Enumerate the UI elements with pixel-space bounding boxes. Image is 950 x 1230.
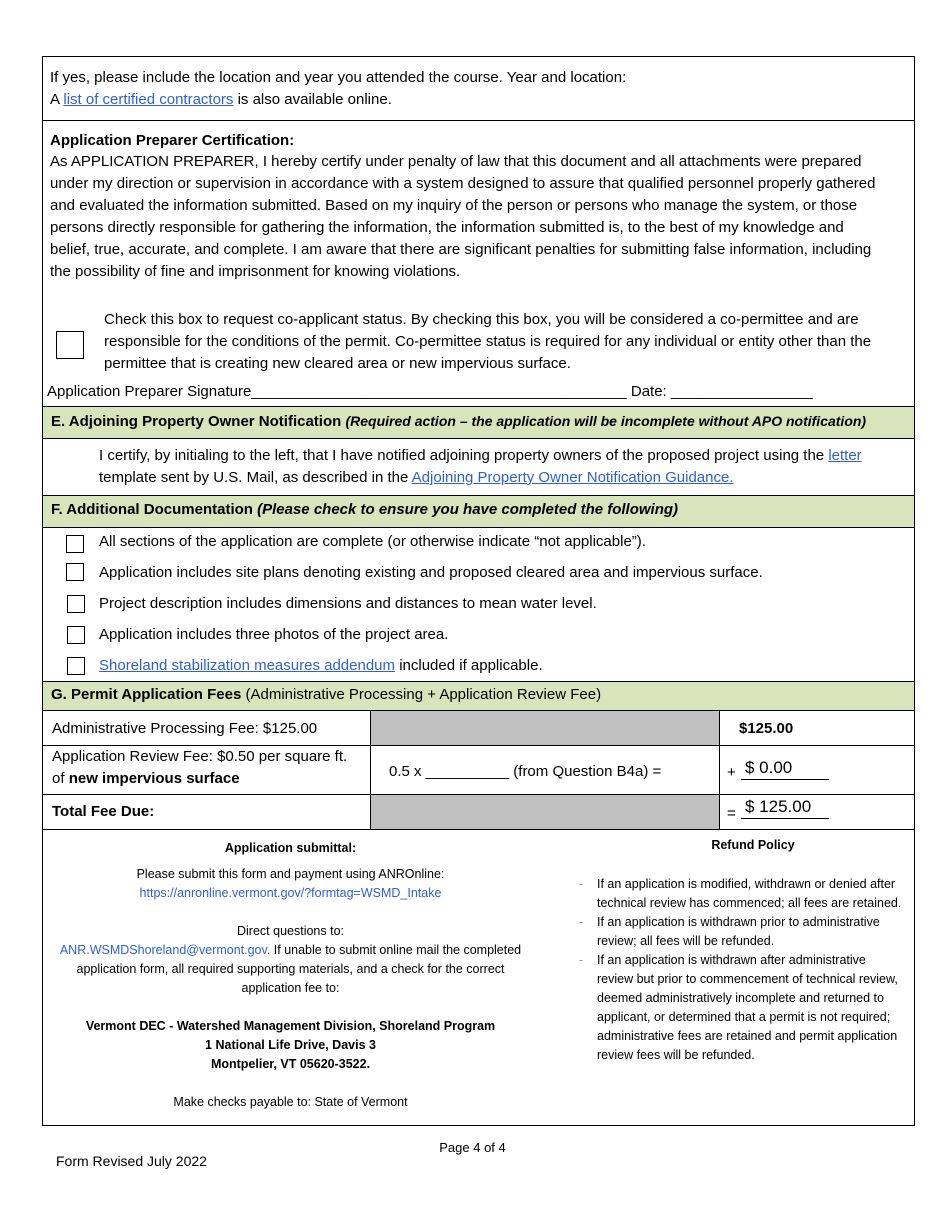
address-line-2: 1 National Life Drive, Davis 3 [205,1038,376,1052]
review-fee-label-text: Application Review Fee: $0.50 per square ft. of [52,748,348,787]
table-vline [719,710,720,829]
anronline-link[interactable]: https://anronline.vermont.gov/?formtag=WSMD_Intake [139,886,442,900]
bullet-dash-icon: - [579,877,584,891]
divider [43,495,914,496]
submit-line: Please submit this form and payment using ANROnline: [136,867,445,881]
certified-contractors-link[interactable]: list of certified contractors [63,91,234,108]
checklist-item: Project description includes dimensions and distances to mean water level. [99,595,597,612]
total-fee-label: Total Fee Due: [52,803,155,820]
address-line-3: Montpelier, VT 05620-3522. [210,1057,371,1071]
section-f-note: (Please check to ensure you have completed the following) [257,501,679,518]
apo-text-2: template sent by U.S. Mail, as described in the [99,469,409,486]
checklist-item: Application includes three photos of the project area. [99,626,449,643]
direct-questions: Direct questions to: [237,924,344,938]
refund-block [579,836,903,1065]
divider [43,681,914,682]
section-e-header [43,406,914,438]
divider [43,438,914,439]
coapplicant-text: Check this box to request co-applicant status. By checking this box, you will be considered a co-permittee and are responsible for the conditions of the permit. Co-permittee status is required for any individual or entity other than the permittee that is creating new cleared area or new impervious surface. [104,311,872,372]
letter-link[interactable]: letter [828,447,862,464]
review-fee-label-bold: new impervious surface [68,770,240,787]
section-g-note: (Administrative Processing + Application Review Fee) [245,686,602,703]
divider [43,794,914,795]
admin-fee-label: Administrative Processing Fee: $125.00 [52,720,318,737]
equals-sign: = [727,805,736,822]
form-revised: Form Revised July 2022 [56,1153,207,1169]
intro-link-line [50,89,910,111]
section-f-title: F. Additional Documentation [51,501,253,518]
address-line-1: Vermont DEC - Watershed Management Division, Shoreland Program [85,1019,496,1033]
intro-suffix: is also available online. [237,91,392,108]
table-vline [370,710,371,829]
preparer-body: As APPLICATION PREPARER, I hereby certify under penalty of law that this document and all attachments were prepared under my direction or supervision in accordance with a system designed to assure that qualified personnel properly gathered and evaluated the information submitted. Based on my inquiry of the person or persons who manage the system, or those persons directly responsible for gathering the information, the information submitted is, to the best of my knowledge and belief, true, accurate, and complete. I am aware that there are significant penalties for submitting false information, including the possibility of fine and imprisonment for knowing violations. [50,153,876,280]
bullet-dash-icon: - [579,915,584,929]
apo-text-1: I certify, by initialing to the left, that I have notified adjoining property owners of the proposed project using the [99,447,825,464]
checklist-checkbox[interactable] [67,657,85,675]
stabilization-addendum-link[interactable]: Shoreland stabilization measures addendum [99,657,396,674]
divider [43,527,914,528]
checklist-checkbox[interactable] [66,535,84,553]
page-number: Page 4 of 4 [439,1140,506,1155]
checklist-item: Application includes site plans denoting existing and proposed cleared area and impervious surface. [99,564,763,581]
checks-payable: Make checks payable to: State of Vermont [173,1095,408,1109]
coapplicant-checkbox[interactable] [56,331,84,359]
section-e-note: (Required action – the application will be incomplete without APO notification) [345,413,867,429]
review-fee-label [52,746,362,790]
divider [43,406,914,407]
submit-instructions [53,865,528,903]
checklist-item-addendum [99,655,543,677]
checklist-item: All sections of the application are complete (or otherwise indicate “not applicable”). [99,533,646,550]
checklist-checkbox[interactable] [67,595,85,613]
addendum-text: included if applicable. [399,657,543,674]
mail-text: . If unable to submit online mail the completed application form, all required supporting materials, and a check for the correct application fee to: [76,943,522,995]
review-fee-formula[interactable]: 0.5 x __________ (from Question B4a) = [389,763,662,780]
intro-line: If yes, please include the location and year you attended the course. Year and location: [50,69,627,86]
form-frame [42,56,915,1126]
checklist-checkbox[interactable] [66,563,84,581]
refund-title: Refund Policy [711,838,795,852]
refund-item-text: If an application is modified, withdrawn or denied after technical review has commenced; all fees are retained. [597,877,902,910]
shaded-cell [371,795,719,829]
divider [43,829,914,830]
total-fee-amount[interactable]: $ 125.00 [741,796,829,819]
review-fee-amount[interactable]: $ 0.00 [741,757,829,780]
refund-item [579,951,903,1065]
preparer-title: Application Preparer Certification: [50,132,295,149]
divider [43,120,914,121]
bullet-dash-icon: - [579,953,584,967]
admin-fee-amount: $125.00 [739,720,794,737]
section-g-header [43,681,914,710]
plus-sign: + [727,764,736,781]
submittal-block [53,839,528,1112]
refund-item [579,913,903,951]
shaded-cell [371,711,719,745]
email-link[interactable]: ANR.WSMDShoreland@vermont.gov [59,943,267,957]
apo-certification [99,445,914,489]
refund-item-text: If an application is withdrawn prior to administrative review; all fees will be refunded. [597,915,880,948]
submittal-title: Application submittal: [224,841,357,855]
refund-item [579,875,903,913]
section-g-title: G. Permit Application Fees [51,686,242,703]
refund-item-text: If an application is withdrawn after administrative review but prior to commencement of technical review, deemed administratively incomplete and returned to applicant, or determined that a permit is not required; administrative fees are retained and permit application review fees will be refunded. [597,953,898,1062]
section-e-title: E. Adjoining Property Owner Notification [51,413,342,430]
apo-guidance-link[interactable]: Adjoining Property Owner Notification Guidance. [411,469,734,486]
checklist-checkbox[interactable] [67,626,85,644]
section-f-header [43,495,914,527]
intro-prefix: A [50,91,60,108]
preparer-signature-line[interactable]: Application Preparer Signature_____________________________________________ Date: _________________ [47,383,813,400]
mail-instructions [53,941,528,998]
